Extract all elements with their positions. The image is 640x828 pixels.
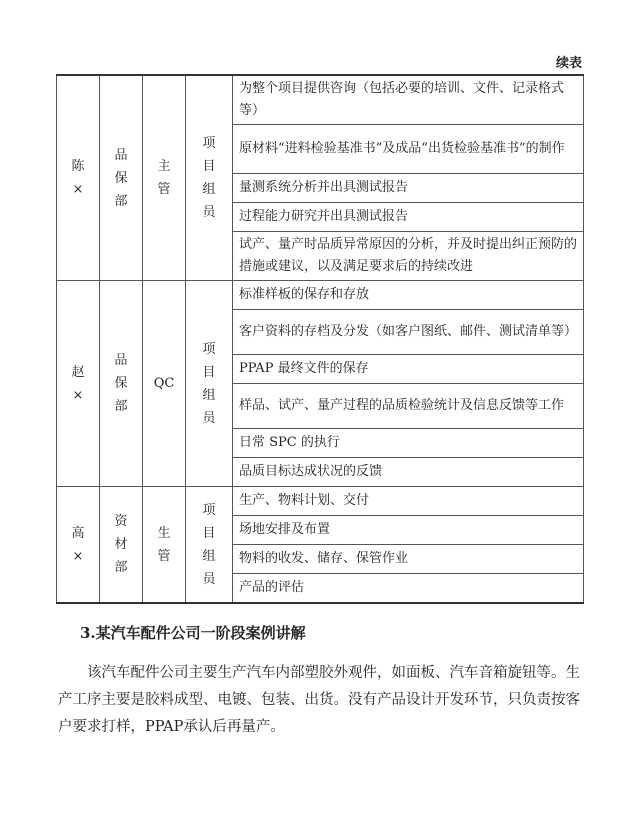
role-char: 项 <box>202 341 216 357</box>
table-row <box>57 281 584 310</box>
title-cell <box>143 75 186 281</box>
duty-cell: 客户资料的存档及分发（如客户图纸、邮件、测试清单等） <box>233 310 584 355</box>
name-char: 陈 <box>71 159 85 174</box>
title-char: 生 <box>157 525 171 541</box>
title-char: QC <box>153 376 175 391</box>
duty-cell: 为整个项目提供咨询（包括必要的培训、文件、记录格式等） <box>233 75 584 125</box>
dept-cell <box>100 281 143 487</box>
role-char: 员 <box>202 571 216 587</box>
duty-cell: 标准样板的保存和存放 <box>233 281 584 310</box>
role-char: 员 <box>202 410 216 426</box>
dept-char: 材 <box>114 537 128 552</box>
role-cell <box>186 487 233 604</box>
name-char: × <box>72 182 84 197</box>
role-char: 目 <box>202 159 216 174</box>
duty-cell: 生产、物料计划、交付 <box>233 487 584 516</box>
body-paragraph: 该汽车配件公司主要生产汽车内部塑胶外观件，如面板、汽车音箱旋钮等。生产工序主要是胶料成型、电镀、包装、出货。没有产品设计开发环节，只负责按客户要求打样，PPAP承认后再量产。 <box>58 665 580 735</box>
duty-cell: PPAP 最终文件的保存 <box>233 355 584 384</box>
role-cell <box>186 75 233 281</box>
title-cell <box>143 281 186 487</box>
continued-label: 续表 <box>555 56 582 71</box>
name-cell <box>57 281 100 487</box>
responsibility-table <box>56 74 584 604</box>
dept-char: 资 <box>114 514 128 529</box>
duty-cell: 场地安排及布置 <box>233 516 584 545</box>
name-char: × <box>72 387 84 403</box>
dept-char: 部 <box>114 399 128 414</box>
role-char: 项 <box>202 136 216 151</box>
duty-cell: 物料的收发、储存、保管作业 <box>233 545 584 574</box>
dept-char: 部 <box>114 193 128 209</box>
title-char: 主 <box>157 159 171 174</box>
dept-char: 品 <box>114 147 128 163</box>
dept-char: 保 <box>114 376 128 391</box>
dept-cell <box>100 75 143 281</box>
role-cell <box>186 281 233 487</box>
name-cell <box>57 487 100 604</box>
duty-cell: 产品的评估 <box>233 574 584 604</box>
role-char: 项 <box>202 502 216 518</box>
dept-char: 部 <box>114 560 128 575</box>
role-char: 组 <box>202 387 216 403</box>
dept-char: 品 <box>114 353 128 368</box>
duty-cell: 品质目标达成状况的反馈 <box>233 458 584 487</box>
name-char: 赵 <box>71 364 85 380</box>
role-char: 目 <box>202 525 216 541</box>
role-char: 员 <box>202 205 216 220</box>
table-row <box>57 487 584 516</box>
role-char: 目 <box>202 364 216 380</box>
name-char: × <box>72 548 84 564</box>
table-row <box>57 75 584 125</box>
duty-cell: 日常 SPC 的执行 <box>233 429 584 458</box>
dept-char: 保 <box>114 170 128 186</box>
title-char: 管 <box>157 548 171 564</box>
name-char: 高 <box>71 525 85 541</box>
role-char: 组 <box>202 548 216 564</box>
role-char: 组 <box>202 182 216 197</box>
title-char: 管 <box>157 182 171 197</box>
name-cell <box>57 75 100 281</box>
duty-cell: 试产、量产时品质异常原因的分析，并及时提出纠正预防的措施或建议，以及满足要求后的持续改进 <box>233 232 584 281</box>
duty-cell: 原材料“进料检验基准书”及成品“出货检验基准书”的制作 <box>233 125 584 174</box>
dept-cell <box>100 487 143 604</box>
section-title: 3.某汽车配件公司一阶段案例讲解 <box>80 624 306 642</box>
duty-cell: 过程能力研究并出具测试报告 <box>233 203 584 232</box>
title-cell <box>143 487 186 604</box>
duty-cell: 样品、试产、量产过程的品质检验统计及信息反馈等工作 <box>233 384 584 429</box>
duty-cell: 量测系统分析并出具测试报告 <box>233 174 584 203</box>
